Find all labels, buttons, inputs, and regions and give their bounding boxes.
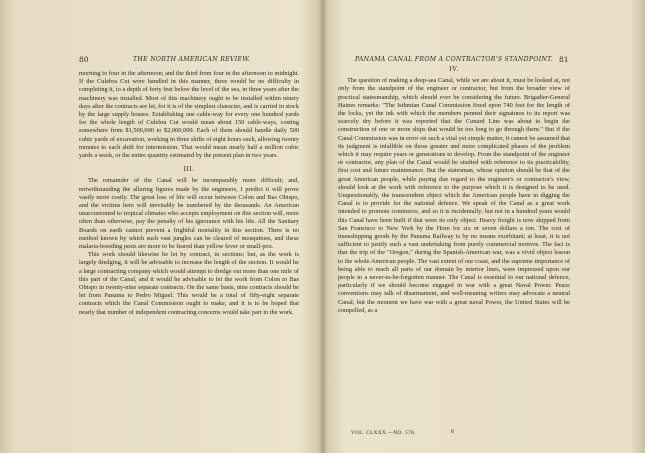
left-paragraph-3: This work should likewise be let by contract, in sections; but, as the work is largely dredging, it will be advisable to increase the length of the section. It would be a large contracting company which would attempt to dredge out more than one mile of this part of the Canal, and it would be advisable to let the work from Colon to Bas Obispo in twenty-nine separate contracts. On the same basis, nine contracts should be let from Panama to Pedro Miguel. This would be a total of fifty-eight separate contracts which the Canal Commission ought to make, and it is to be hoped that nearly that number of independent contracting concerns would take part in the work. xyxy=(79,251,299,316)
signature-number: 6 xyxy=(451,429,454,435)
right-running-head: PANAMA CANAL FROM A CONTRACTOR'S STANDPOINT. xyxy=(355,56,553,63)
section-number-iii: III. xyxy=(183,165,195,174)
left-paragraph-1: morning to four in the afternoon; and the third from four in the afternoon to midnight. If the Culebra Cut were handled in this manner, there would be no difficulty in completing it, to a depth of forty feet below the level of the sea, in three years after the machinery was installed. Most of this machinery ought to be installed within ninety days after the contracts are let, for it is of the simplest character, and is carried in stock by the large supply houses. Establishing one cable-way for every one hundred yards for the whole length of Culebra Cut would mean about 150 cable-ways, costing somewhere from $1,500,000 to $2,000,000. Each of them should handle daily 500 cubic yards of excavation, working in three shifts of eight hours each, allowing twenty minutes to each shift for intermission. That would mean nearly half a million cubic yards a week, or the entire quantity estimated by the present plan in two years. xyxy=(79,70,299,160)
right-text-column xyxy=(338,62,570,315)
left-running-head: THE NORTH AMERICAN REVIEW. xyxy=(133,56,251,63)
signature-line: VOL. CLXXX.—NO. 578. xyxy=(351,430,416,436)
left-folio: 80 xyxy=(79,55,89,64)
left-page xyxy=(0,0,322,453)
right-paragraph-1: The question of making a deep-sea Canal, while we are about it, must be looked at, not only from the standpoint of the engineer or contractor, but from the broader view of practical statesmanship, which should ever be considering the future. Brigadier-General Haines remarks: "The Isthmian Canal Commission fixed upon 740 feet for the length of the locks, yet the ink with which the members penned their signatures to its report was scarcely dry before it was reported that the Cunard Line was about to begin the construction of one or more ships that would be too long to go through them." But if the Canal Commission was in error on such a vital yet simple matter, it cannot be assumed that its judgment is infallible on those greater and more complicated phases of the problem which it may require years or generations to develop. From the standpoint of the engineer or contractor, any plan of the Canal would be studied with reference to its practicability, first cost and future maintenance. But the statesman, whose opinion should be that of the great American people, while paying due regard to the engineer's or contractor's view, should look at the work with reference to the purpose which it is designed to be used. Unquestionably, the transcendent object which the American people have in digging the Canal is to provide for the national defence. We speak of the Canal as a great work intended to promote commerce, and so it is incidentally; but not in a hundred years would this Canal have been built if that were its only object. Heavy freight is now shipped from San Francisco to New York by the Horn for six or seven dollars a ton. The cost of transshipping goods by the Panama Railway is by no means exorbitant; at least, it is not sufficient to justify such a vast undertaking from purely commercial motives. The fact is that the trip of the "Oregon," during the Spanish-American war, was a vivid object lesson to the whole American people. The vast extent of our coast, and the supreme importance of being able to reach all parts of our domain by interior lines, were impressed upon our people in a never-to-be-forgotten manner. The Canal is essential to our national defence, particularly if we should become engaged in war with a great Naval Power. Peace conventions may talk of disarmament, and well-meaning writers may advocate a neutral Canal; but the moment we have war with a great naval Power, the United States will be compelled, as a xyxy=(338,77,570,314)
right-folio: 81 xyxy=(559,55,569,64)
section-number-iv: IV. xyxy=(449,65,459,73)
left-text-column xyxy=(79,70,299,317)
right-page xyxy=(323,0,645,453)
left-paragraph-2: The remainder of the Canal will be incomparably more difficult; and, notwithstanding the alluring figures made by the engineers, I predict it will prove vastly more costly. The great loss of life will occur between Colon and Bas Obispo, and the victims here will inevitably be numbered by the thousands. An American unaccustomed to tropical climates who accepts employment on this section will, more often than otherwise, pay the penalty of his ignorance with his life. All the Sanitary Boards on earth cannot prevent a frightful mortality in this section. There is no method known by which such vast jungles can be cleared of mosquitoes, and these malaria-breeding pests are more to be feared than yellow fever or small-pox. xyxy=(79,177,299,251)
